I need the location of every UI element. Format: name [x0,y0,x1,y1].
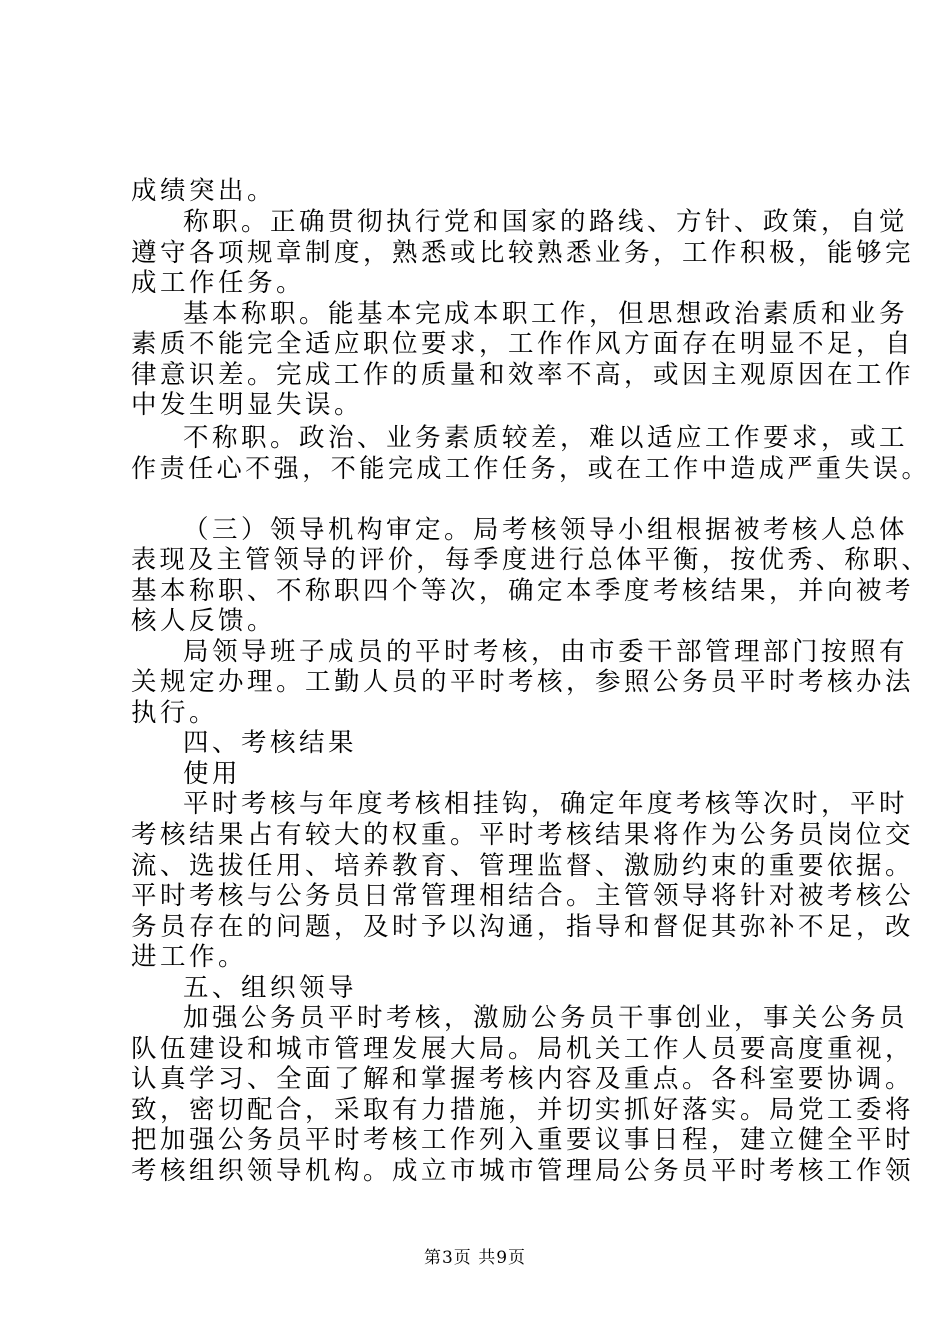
text-line: 素质不能完全适应职位要求，工作作风方面存在明显不足，自 [131,329,915,359]
text-line: 致，密切配合，采取有力措施，并切实抓好落实。局党工委将 [131,1095,915,1125]
text-line: 遵守各项规章制度，熟悉或比较熟悉业务，工作积极，能够完 [131,238,915,268]
text-line: 务员存在的问题，及时予以沟通，指导和督促其弥补不足，改 [131,912,915,942]
text-line: 把加强公务员平时考核工作列入重要议事日程，建立健全平时 [131,1125,915,1155]
text-line: 核人反馈。 [131,606,277,636]
text-line: 平时考核与年度考核相挂钩，确定年度考核等次时，平时 [183,789,909,819]
text-line: 称职。正确贯彻执行党和国家的路线、方针、政策，自觉 [183,207,909,237]
text-line: 基本称职、不称职四个等次，确定本季度考核结果，并向被考 [131,576,915,606]
text-line: 执行。 [131,698,219,728]
text-line: 表现及主管领导的评价，每季度进行总体平衡，按优秀、称职、 [131,545,931,575]
text-line: 作责任心不强，不能完成工作任务，或在工作中造成严重失误。 [131,454,931,484]
text-line: 加强公务员平时考核，激励公务员干事创业，事关公务员 [183,1003,909,1033]
text-line: 基本称职。能基本完成本职工作，但思想政治素质和业务 [183,299,909,329]
text-line: 流、选拔任用、培养教育、管理监督、激励约束的重要依据。 [131,851,915,881]
text-line: 中发生明显失误。 [131,390,364,420]
text-line: 成绩突出。 [131,176,277,206]
section-heading-continued: 使用 [183,759,242,789]
text-line: 不称职。政治、业务素质较差，难以适应工作要求，或工 [183,423,909,453]
text-line: 关规定办理。工勤人员的平时考核，参照公务员平时考核办法 [131,667,915,697]
text-line: 进工作。 [131,942,248,972]
text-line: （三）领导机构审定。局考核领导小组根据被考核人总体 [183,515,909,545]
page-footer: 第3页 共9页 [423,1248,527,1268]
text-line: 成工作任务。 [131,268,306,298]
section-heading: 五、组织领导 [183,973,358,1003]
text-line: 认真学习、全面了解和掌握考核内容及重点。各科室要协调。 [131,1064,915,1094]
text-line: 考核结果占有较大的权重。平时考核结果将作为公务员岗位交 [131,820,915,850]
text-line: 律意识差。完成工作的质量和效率不高，或因主观原因在工作 [131,360,915,390]
text-line: 考核组织领导机构。成立市城市管理局公务员平时考核工作领 [131,1156,915,1186]
section-heading: 四、考核结果 [183,728,358,758]
text-line: 平时考核与公务员日常管理相结合。主管领导将针对被考核公 [131,881,915,911]
text-line: 局领导班子成员的平时考核，由市委干部管理部门按照有 [183,637,909,667]
text-line: 队伍建设和城市管理发展大局。局机关工作人员要高度重视， [131,1034,915,1064]
